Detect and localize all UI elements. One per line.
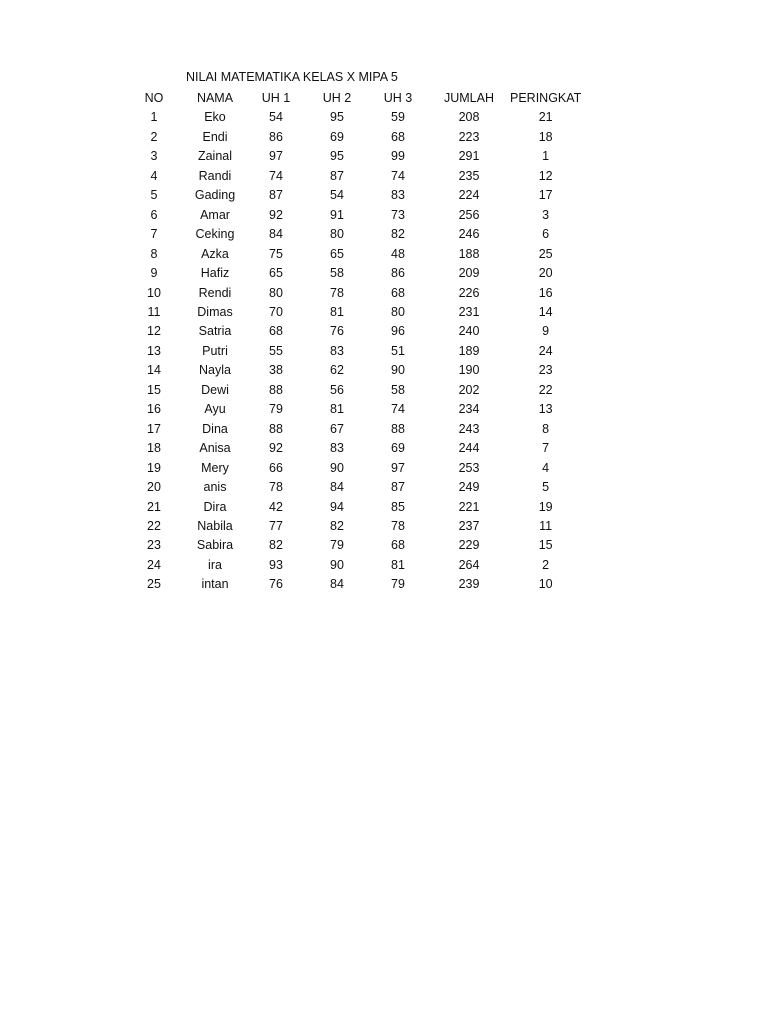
cell-jumlah: 188 xyxy=(458,246,480,261)
cell-peringkat: 11 xyxy=(539,518,553,533)
cell-jumlah: 237 xyxy=(458,518,480,533)
cell-uh2: 81 xyxy=(330,402,344,417)
cell-jumlah: 253 xyxy=(458,460,480,475)
cell-jumlah: 231 xyxy=(458,304,480,319)
cell-uh3: 59 xyxy=(391,110,405,125)
cell-no: 22 xyxy=(147,518,161,533)
table-row xyxy=(124,225,581,244)
cell-jumlah: 239 xyxy=(458,577,480,592)
cell-no: 24 xyxy=(147,557,161,572)
cell-uh3: 87 xyxy=(391,480,405,495)
cell-uh3: 81 xyxy=(391,557,405,572)
column-header-jumlah: JUMLAH xyxy=(443,91,494,105)
cell-uh3: 97 xyxy=(391,460,405,475)
cell-uh3: 79 xyxy=(391,577,405,592)
cell-no: 7 xyxy=(150,227,158,242)
table-row xyxy=(124,108,581,127)
cell-uh2: 94 xyxy=(330,499,344,514)
cell-uh1: 87 xyxy=(269,188,283,203)
column-header-peringkat: PERINGKAT xyxy=(510,91,582,105)
table-row xyxy=(124,420,581,439)
cell-peringkat: 1 xyxy=(542,149,550,164)
cell-uh1: 54 xyxy=(269,110,283,125)
cell-peringkat: 15 xyxy=(538,538,553,553)
cell-uh1: 55 xyxy=(269,343,283,358)
table-row xyxy=(124,342,581,361)
cell-jumlah: 235 xyxy=(458,168,480,183)
cell-uh3: 85 xyxy=(391,499,405,514)
cell-jumlah: 243 xyxy=(458,421,480,436)
cell-peringkat: 6 xyxy=(542,227,550,242)
cell-jumlah: 229 xyxy=(458,538,480,553)
cell-peringkat: 10 xyxy=(538,577,553,592)
cell-uh3: 99 xyxy=(391,149,405,164)
cell-nama: anis xyxy=(203,480,227,495)
cell-peringkat: 8 xyxy=(542,421,550,436)
cell-uh2: 67 xyxy=(330,421,344,436)
cell-peringkat: 5 xyxy=(542,480,550,495)
cell-no: 15 xyxy=(147,382,161,397)
cell-no: 11 xyxy=(147,304,161,319)
cell-uh3: 74 xyxy=(391,168,405,183)
cell-nama: Putri xyxy=(202,343,228,358)
table-row xyxy=(124,459,581,478)
cell-uh2: 80 xyxy=(330,227,344,242)
table-row xyxy=(124,498,581,517)
table-row xyxy=(124,361,581,380)
cell-uh3: 68 xyxy=(391,285,405,300)
cell-no: 20 xyxy=(147,480,161,495)
cell-uh3: 96 xyxy=(391,324,405,339)
cell-peringkat: 20 xyxy=(538,266,553,281)
cell-no: 25 xyxy=(147,577,161,592)
cell-uh1: 75 xyxy=(269,246,283,261)
cell-uh1: 76 xyxy=(269,577,283,592)
sheet-title: NILAI MATEMATIKA KELAS X MIPA 5 xyxy=(186,70,398,84)
cell-uh1: 88 xyxy=(269,382,283,397)
cell-jumlah: 256 xyxy=(458,207,480,222)
cell-nama: Eko xyxy=(204,110,226,125)
cell-nama: Azka xyxy=(201,246,229,261)
cell-no: 8 xyxy=(150,246,158,261)
cell-uh3: 88 xyxy=(391,421,405,436)
cell-uh3: 90 xyxy=(391,363,405,378)
cell-no: 2 xyxy=(150,129,158,144)
table-row xyxy=(124,556,581,575)
cell-peringkat: 7 xyxy=(542,441,550,456)
cell-uh2: 54 xyxy=(330,188,344,203)
cell-uh1: 65 xyxy=(269,266,283,281)
table-row xyxy=(124,206,581,225)
cell-nama: Sabira xyxy=(196,538,234,553)
cell-uh2: 84 xyxy=(330,480,344,495)
cell-nama: Endi xyxy=(202,129,228,144)
cell-peringkat: 9 xyxy=(542,324,550,339)
cell-no: 18 xyxy=(147,441,161,456)
column-header-no: NO xyxy=(144,91,164,105)
cell-nama: Dimas xyxy=(197,304,233,319)
cell-nama: Ceking xyxy=(195,227,235,242)
cell-jumlah: 224 xyxy=(458,188,480,203)
table-row xyxy=(124,245,581,264)
cell-jumlah: 209 xyxy=(458,266,480,281)
cell-nama: Satria xyxy=(198,324,232,339)
cell-uh2: 95 xyxy=(330,149,344,164)
cell-jumlah: 208 xyxy=(458,110,480,125)
cell-nama: Dewi xyxy=(201,382,229,397)
cell-uh3: 86 xyxy=(391,266,405,281)
cell-jumlah: 189 xyxy=(458,343,480,358)
cell-uh2: 91 xyxy=(330,207,344,222)
cell-uh3: 78 xyxy=(391,518,405,533)
table-row xyxy=(124,575,581,594)
cell-nama: Rendi xyxy=(198,285,232,300)
cell-no: 17 xyxy=(147,421,161,436)
cell-uh3: 68 xyxy=(391,129,405,144)
table-row xyxy=(124,303,581,322)
cell-uh3: 80 xyxy=(391,304,405,319)
cell-peringkat: 22 xyxy=(538,382,553,397)
column-header-nama: NAMA xyxy=(196,91,234,105)
cell-uh2: 76 xyxy=(330,324,344,339)
cell-no: 19 xyxy=(147,460,161,475)
cell-nama: Nabila xyxy=(197,518,233,533)
column-header-uh3: UH 3 xyxy=(383,91,413,105)
cell-peringkat: 2 xyxy=(542,557,550,572)
column-header-uh1: UH 1 xyxy=(261,91,291,105)
cell-no: 9 xyxy=(150,266,158,281)
cell-peringkat: 21 xyxy=(538,110,553,125)
header-row xyxy=(124,89,581,108)
cell-nama: Zainal xyxy=(197,149,233,164)
cell-uh2: 83 xyxy=(330,343,344,358)
cell-jumlah: 291 xyxy=(458,149,480,164)
cell-uh3: 51 xyxy=(391,343,405,358)
table-row xyxy=(124,186,581,205)
cell-uh1: 80 xyxy=(269,285,283,300)
cell-peringkat: 24 xyxy=(538,343,553,358)
cell-uh3: 73 xyxy=(391,207,405,222)
cell-peringkat: 4 xyxy=(542,460,550,475)
cell-nama: intan xyxy=(201,577,229,592)
cell-uh1: 38 xyxy=(269,363,283,378)
cell-uh2: 56 xyxy=(330,382,344,397)
cell-jumlah: 246 xyxy=(458,227,480,242)
cell-peringkat: 13 xyxy=(538,402,553,417)
table-row xyxy=(124,322,581,341)
cell-uh3: 48 xyxy=(391,246,405,261)
cell-no: 16 xyxy=(147,402,161,417)
cell-uh3: 82 xyxy=(391,227,405,242)
cell-jumlah: 234 xyxy=(458,402,480,417)
cell-no: 10 xyxy=(147,285,161,300)
cell-uh2: 95 xyxy=(330,110,344,125)
cell-peringkat: 3 xyxy=(542,207,550,222)
cell-uh1: 82 xyxy=(269,538,283,553)
cell-uh2: 90 xyxy=(330,460,344,475)
grades-body xyxy=(124,108,581,594)
table-row xyxy=(124,167,581,186)
cell-no: 1 xyxy=(150,110,158,125)
cell-peringkat: 14 xyxy=(538,304,553,319)
cell-jumlah: 202 xyxy=(458,382,480,397)
cell-uh1: 88 xyxy=(269,421,283,436)
cell-nama: Anisa xyxy=(199,441,231,456)
cell-jumlah: 244 xyxy=(458,441,480,456)
cell-uh1: 92 xyxy=(269,441,283,456)
cell-uh1: 92 xyxy=(269,207,283,222)
cell-no: 6 xyxy=(150,207,158,222)
table-row xyxy=(124,147,581,166)
column-header-uh2: UH 2 xyxy=(322,91,352,105)
table-row xyxy=(124,478,581,497)
table-row xyxy=(124,264,581,283)
cell-uh2: 81 xyxy=(330,304,344,319)
cell-uh3: 68 xyxy=(391,538,405,553)
cell-peringkat: 25 xyxy=(538,246,553,261)
cell-no: 21 xyxy=(147,499,161,514)
cell-uh2: 83 xyxy=(330,441,344,456)
cell-no: 4 xyxy=(150,168,158,183)
cell-peringkat: 16 xyxy=(538,285,553,300)
cell-no: 23 xyxy=(147,538,161,553)
cell-uh3: 83 xyxy=(391,188,405,203)
cell-peringkat: 23 xyxy=(538,363,553,378)
cell-uh2: 69 xyxy=(330,129,344,144)
cell-nama: Dina xyxy=(202,421,228,436)
cell-uh2: 79 xyxy=(330,538,344,553)
table-row xyxy=(124,517,581,536)
table-row xyxy=(124,439,581,458)
cell-jumlah: 264 xyxy=(458,557,480,572)
cell-jumlah: 240 xyxy=(458,324,480,339)
cell-peringkat: 18 xyxy=(538,129,553,144)
cell-no: 5 xyxy=(150,188,158,203)
cell-uh1: 66 xyxy=(269,460,283,475)
cell-uh2: 87 xyxy=(330,168,344,183)
cell-uh1: 97 xyxy=(269,149,283,164)
cell-uh1: 78 xyxy=(269,480,283,495)
cell-peringkat: 19 xyxy=(538,499,553,514)
grades-table xyxy=(124,89,581,595)
cell-uh2: 65 xyxy=(330,246,344,261)
table-row xyxy=(124,400,581,419)
cell-uh1: 70 xyxy=(269,304,283,319)
cell-uh2: 82 xyxy=(330,518,344,533)
cell-uh1: 74 xyxy=(269,168,283,183)
cell-uh2: 58 xyxy=(330,266,344,281)
cell-nama: Amar xyxy=(200,207,230,222)
cell-jumlah: 190 xyxy=(458,363,480,378)
cell-no: 13 xyxy=(147,343,161,358)
cell-uh1: 79 xyxy=(269,402,283,417)
cell-nama: Gading xyxy=(194,188,236,203)
cell-no: 12 xyxy=(147,324,161,339)
cell-nama: Mery xyxy=(201,460,229,475)
cell-uh2: 78 xyxy=(330,285,344,300)
cell-nama: Nayla xyxy=(199,363,231,378)
cell-uh3: 69 xyxy=(391,441,405,456)
cell-jumlah: 223 xyxy=(458,129,480,144)
cell-uh3: 58 xyxy=(391,382,405,397)
cell-uh1: 77 xyxy=(269,518,283,533)
cell-uh1: 84 xyxy=(269,227,283,242)
cell-nama: Randi xyxy=(198,168,232,183)
cell-uh2: 62 xyxy=(330,363,344,378)
table-row xyxy=(124,284,581,303)
table-row xyxy=(124,128,581,147)
cell-jumlah: 226 xyxy=(458,285,480,300)
cell-uh3: 74 xyxy=(391,402,405,417)
table-row xyxy=(124,536,581,555)
cell-nama: Ayu xyxy=(204,402,226,417)
cell-nama: Hafiz xyxy=(200,266,230,281)
cell-nama: ira xyxy=(208,557,222,572)
table-row xyxy=(124,381,581,400)
cell-uh2: 84 xyxy=(330,577,344,592)
cell-nama: Dira xyxy=(203,499,227,514)
cell-no: 3 xyxy=(150,149,158,164)
cell-peringkat: 17 xyxy=(538,188,553,203)
cell-uh1: 86 xyxy=(269,129,283,144)
cell-uh1: 93 xyxy=(269,557,283,572)
cell-uh1: 68 xyxy=(269,324,283,339)
cell-jumlah: 249 xyxy=(458,480,480,495)
cell-no: 14 xyxy=(147,363,161,378)
cell-jumlah: 221 xyxy=(458,499,480,514)
cell-peringkat: 12 xyxy=(538,168,553,183)
cell-uh1: 42 xyxy=(269,499,283,514)
cell-uh2: 90 xyxy=(330,557,344,572)
